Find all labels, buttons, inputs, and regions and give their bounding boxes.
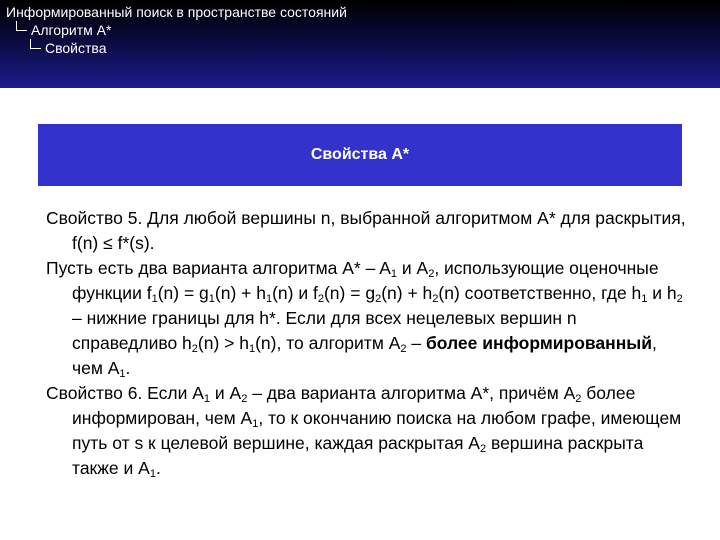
subscript: 1 (252, 418, 259, 430)
bold-emphasis: более информированный (425, 333, 653, 353)
comparison-paragraph (46, 256, 686, 381)
subscript: 1 (208, 293, 215, 305)
subscript: 2 (400, 343, 407, 355)
text-run: вершина раскрыта также и A (72, 433, 644, 478)
subscript: 2 (479, 443, 487, 455)
text-run: . (125, 358, 131, 378)
text-run: – два варианта алгоритма A*, причём A (247, 383, 576, 403)
subscript: 2 (241, 393, 248, 405)
text-run: (n) и f (272, 283, 318, 303)
subscript: 1 (203, 393, 211, 405)
text-run: (n) = g (157, 283, 209, 303)
breadcrumb (0, 0, 720, 88)
subscript: 2 (575, 393, 582, 405)
text-run: – (406, 333, 426, 353)
text-run: (n) + h (381, 283, 433, 303)
subscript: 1 (151, 293, 158, 305)
subscript: 1 (265, 293, 273, 305)
slide-body (46, 206, 686, 481)
subscript: 2 (428, 268, 435, 280)
text-run: (n) соответственно, где h (438, 283, 642, 303)
subscript: 2 (317, 293, 324, 305)
text-run: и A (397, 258, 429, 278)
subscript: 1 (149, 468, 156, 480)
text-run: Пусть есть два варианта алгоритма A* – A (46, 258, 391, 278)
text-run: – нижние границы для h*. Если для всех нецелевых вершин n справедливо h (72, 308, 577, 353)
breadcrumb-level-2 (30, 39, 106, 57)
text-run: (n) + h (214, 283, 266, 303)
subscript: 2 (432, 293, 439, 305)
subscript: 1 (641, 293, 648, 305)
text-run: и A (210, 383, 242, 403)
slide-title: Свойства A* (310, 146, 410, 163)
text-run: (n), то алгоритм A (255, 333, 401, 353)
tree-branch-icon (16, 21, 27, 31)
subscript: 2 (676, 293, 683, 305)
text-run: (n) > h (197, 333, 249, 353)
tree-branch-icon (30, 39, 41, 49)
text-run: Свойство 6. Если A (46, 383, 204, 403)
text-run: и h (647, 283, 677, 303)
subscript: 2 (191, 343, 198, 355)
text-run: , то к окончанию поиска на любом графе, имеющем путь от s к целевой вершине, каждая раскрытая A (72, 408, 682, 453)
breadcrumb-level-1 (16, 21, 111, 39)
text-run: , использующие оценочные функции f (72, 258, 659, 303)
breadcrumb-level-0-label: Информированный поиск в пространстве состояний (6, 4, 347, 20)
slide-title-box (38, 124, 682, 186)
text-run: (n) = g (323, 283, 376, 303)
text-run: , чем A (72, 333, 657, 378)
subscript: 1 (248, 343, 256, 355)
subscript: 2 (375, 293, 382, 305)
subscript: 1 (390, 268, 398, 280)
text-run: . (155, 458, 161, 478)
subscript: 1 (119, 368, 126, 380)
breadcrumb-level-0 (6, 3, 347, 21)
property-5-paragraph: Свойство 5. Для любой вершины n, выбранной алгоритмом A* для раскрытия, f(n) ≤ f*(s). (46, 208, 686, 253)
breadcrumb-level-1-label: Алгоритм A* (31, 22, 112, 38)
property-6-paragraph (46, 381, 686, 481)
breadcrumb-level-2-label: Свойства (45, 40, 107, 56)
text-run: более информирован, чем A (72, 383, 636, 428)
